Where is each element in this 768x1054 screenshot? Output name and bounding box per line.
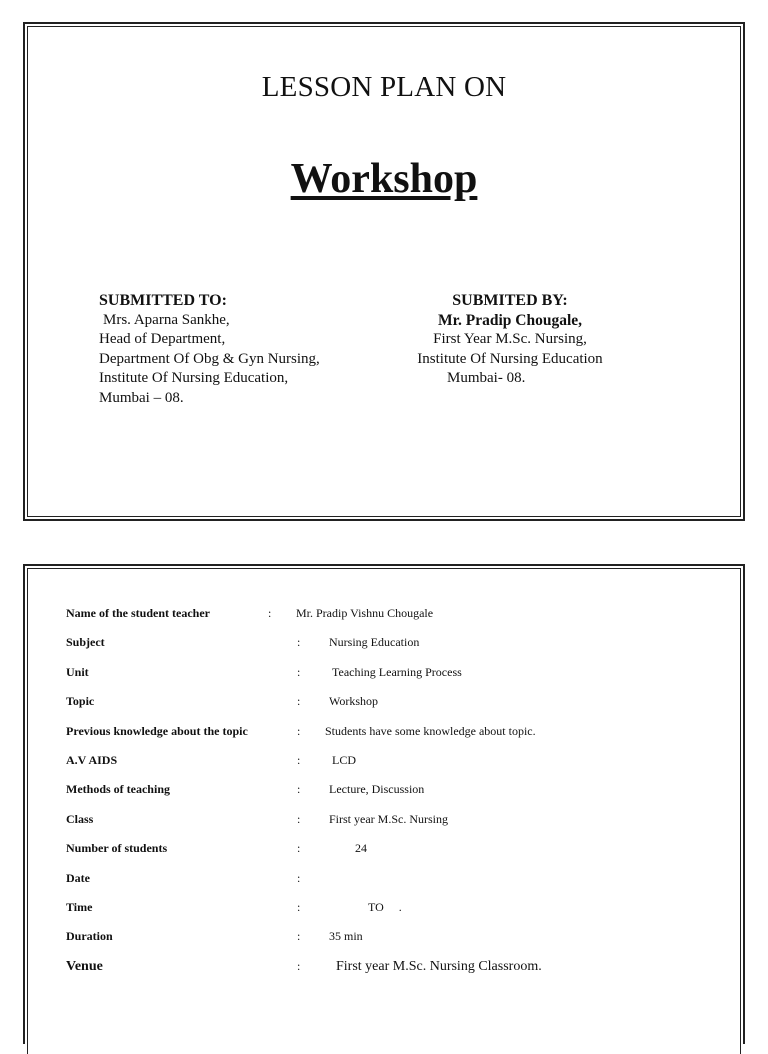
row-label: Venue	[66, 958, 103, 974]
topic-title: Workshop	[290, 156, 478, 202]
submitted-to-line: Head of Department,	[99, 331, 226, 347]
row-label: Methods of teaching	[66, 782, 170, 797]
row-value: 24	[355, 841, 367, 856]
row-value: LCD	[332, 752, 356, 767]
submitted-by-line: Institute Of Nursing Education	[417, 350, 603, 367]
details-row	[66, 606, 726, 635]
row-label: Number of students	[66, 841, 168, 856]
row-value: Teaching Learning Process	[332, 664, 462, 679]
submitted-to-name: Mrs. Aparna Sankhe,	[103, 311, 230, 328]
details-row	[66, 753, 726, 782]
row-label: Name of the student teacher	[66, 606, 210, 620]
details-row	[66, 724, 726, 753]
submitted-by-name: Mr. Pradip Chougale,	[437, 311, 583, 329]
submitted-by-heading: SUBMITED BY:	[452, 292, 568, 309]
row-value: Nursing Education	[329, 635, 420, 650]
row-label: Previous knowledge about the topic	[66, 723, 248, 738]
submitted-to-heading: SUBMITTED TO:	[99, 292, 227, 309]
row-label: Class	[66, 811, 94, 826]
row-value: First year M.Sc. Nursing Classroom.	[336, 958, 542, 974]
submitted-by-line: First Year M.Sc. Nursing,	[433, 331, 587, 347]
submitted-to-block	[99, 291, 320, 408]
row-label: Duration	[66, 929, 113, 944]
row-label: A.V AIDS	[66, 752, 118, 767]
details-row	[66, 812, 726, 841]
row-colon: :	[297, 870, 301, 885]
row-colon: :	[297, 899, 301, 914]
details-row	[66, 959, 726, 988]
details-row	[66, 871, 726, 900]
row-colon: :	[297, 694, 301, 709]
details-row	[66, 665, 726, 694]
submitted-to-line: Institute Of Nursing Education,	[99, 370, 289, 386]
row-value: 35 min	[329, 929, 363, 944]
details-page	[23, 564, 745, 1044]
details-row	[66, 841, 726, 870]
details-row	[66, 635, 726, 664]
row-colon: :	[297, 811, 301, 826]
row-label: Time	[66, 899, 93, 914]
row-colon: :	[297, 782, 301, 797]
details-row	[66, 694, 726, 723]
row-value: Lecture, Discussion	[329, 782, 425, 797]
cover-page	[23, 22, 745, 521]
row-colon: :	[297, 664, 301, 679]
details-row	[66, 782, 726, 811]
submitted-to-line: Mumbai – 08.	[99, 389, 184, 406]
row-label: Subject	[66, 635, 105, 650]
row-value: TO .	[368, 899, 402, 914]
row-value: Workshop	[329, 694, 379, 709]
row-colon: :	[268, 606, 272, 620]
row-colon: :	[297, 752, 301, 767]
details-row	[66, 900, 726, 929]
row-label: Unit	[66, 664, 89, 679]
row-label: Topic	[66, 694, 95, 709]
row-colon: :	[297, 841, 301, 856]
submitted-to-line: Department Of Obg & Gyn Nursing,	[99, 350, 320, 367]
submitted-by-line: Mumbai- 08.	[447, 370, 526, 386]
row-colon: :	[297, 635, 301, 650]
row-value: First year M.Sc. Nursing	[329, 811, 448, 826]
lesson-plan-heading: LESSON PLAN ON	[261, 71, 507, 103]
row-colon: :	[297, 723, 301, 738]
row-label: Date	[66, 870, 90, 885]
row-value: Students have some knowledge about topic.	[325, 723, 536, 738]
row-colon: :	[297, 929, 301, 944]
details-row	[66, 929, 726, 958]
row-colon: :	[297, 958, 301, 973]
submitted-by-block	[395, 291, 625, 389]
row-value: Mr. Pradip Vishnu Chougale	[296, 606, 434, 620]
details-table	[66, 606, 726, 988]
